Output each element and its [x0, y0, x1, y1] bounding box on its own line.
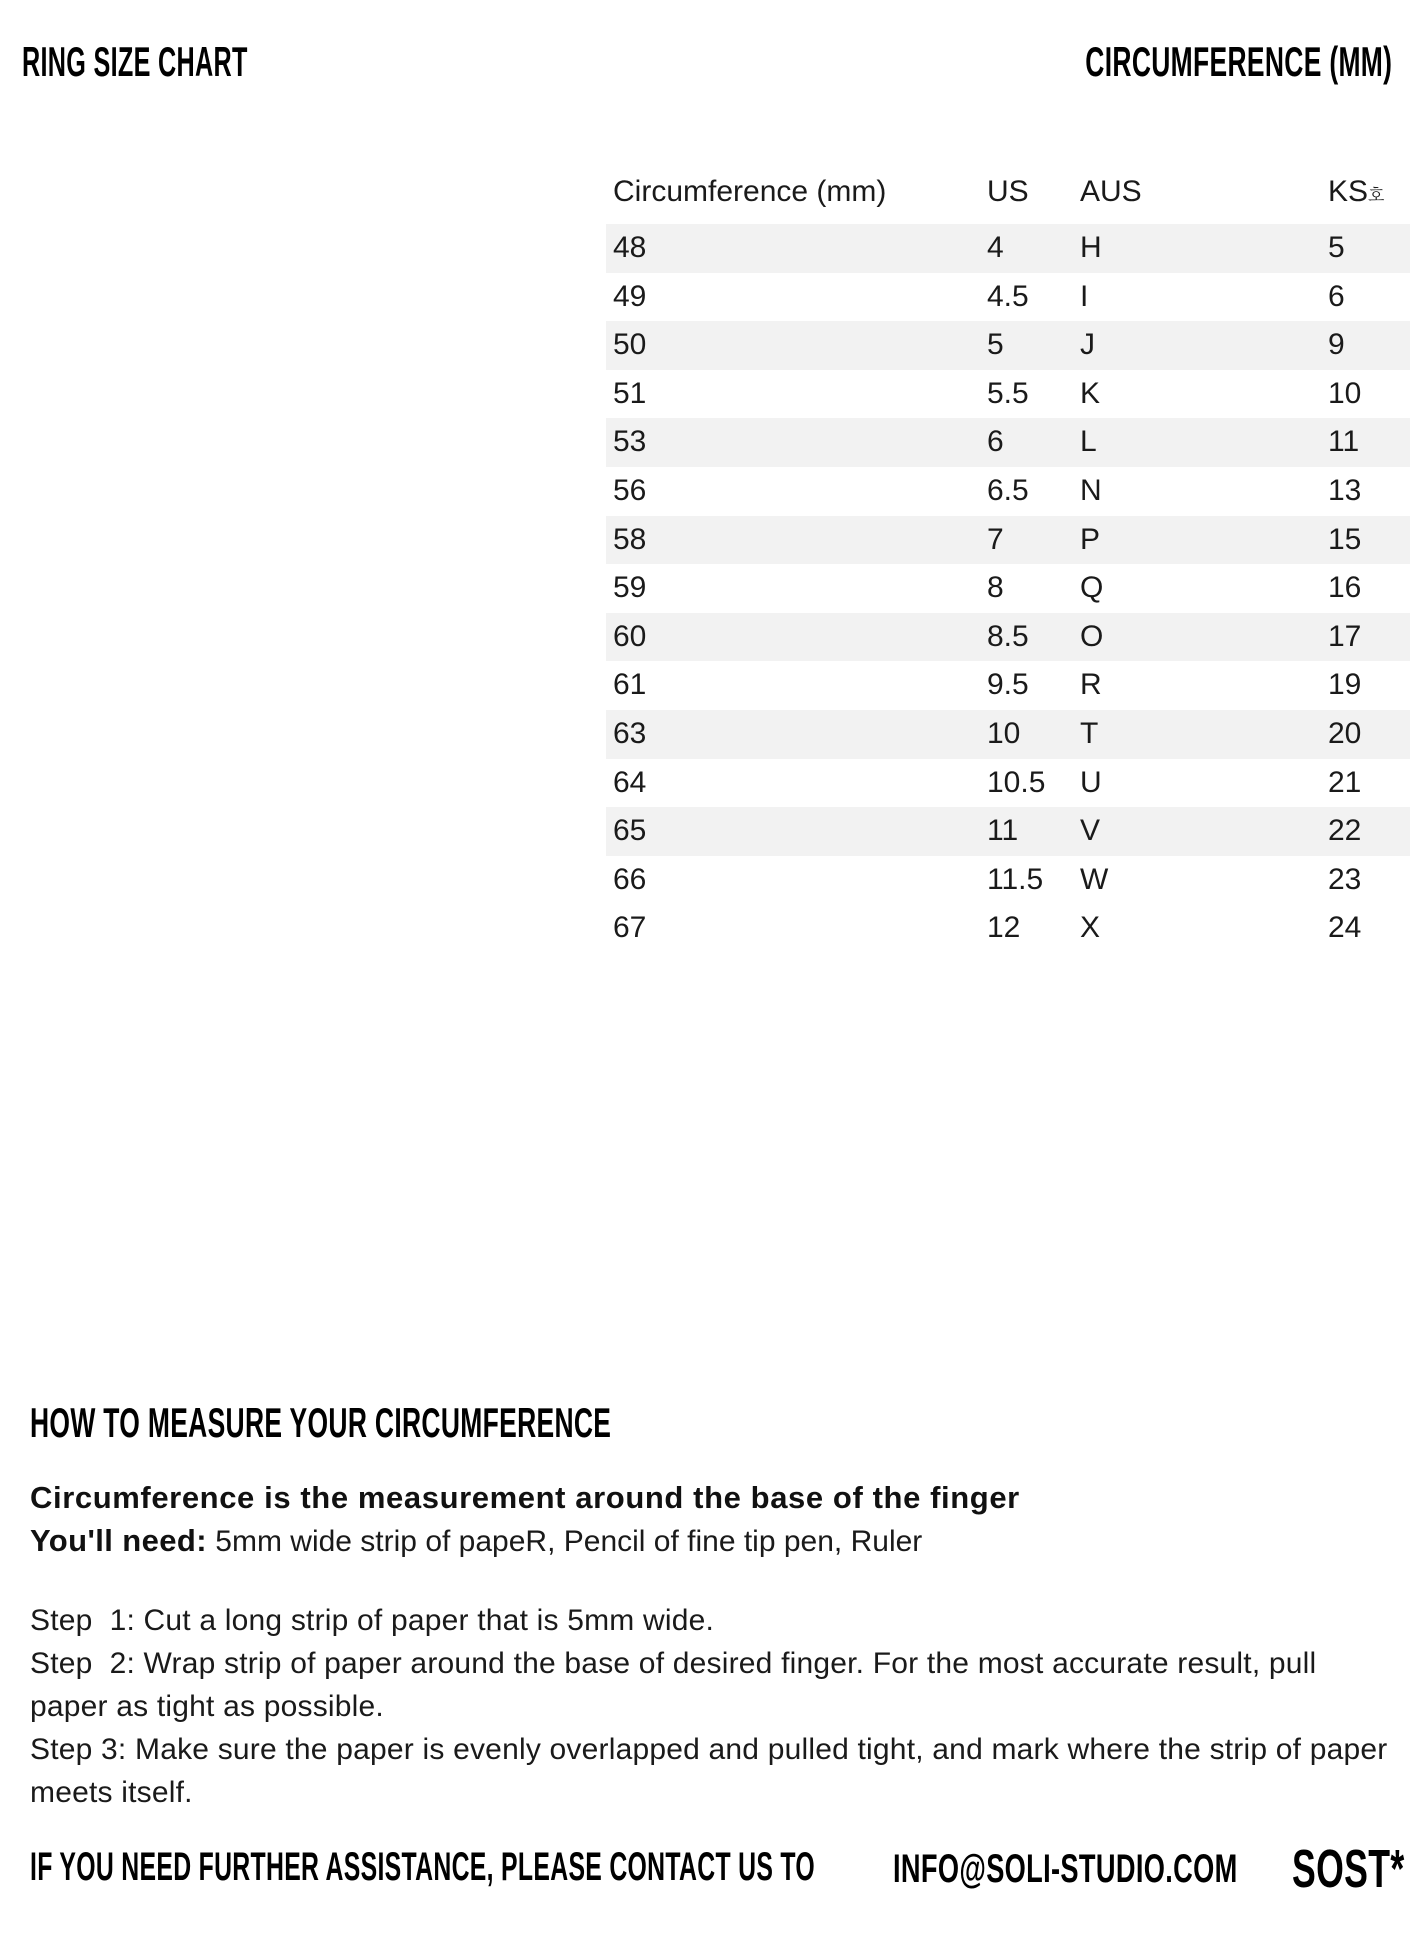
cell-us: 9.5 — [987, 668, 1029, 702]
cell-ks: 22 — [1328, 814, 1362, 848]
cell-circumference: 53 — [613, 425, 647, 459]
cell-aus: U — [1080, 765, 1102, 799]
page-title: RING SIZE CHART — [22, 38, 248, 85]
cell-us: 11.5 — [987, 862, 1044, 896]
how-to-measure-section — [30, 1399, 1397, 1814]
cell-circumference: 49 — [613, 279, 647, 313]
cell-ks: 19 — [1328, 668, 1362, 702]
cell-us: 8 — [987, 571, 1004, 605]
table-row — [606, 418, 1410, 467]
table-row — [606, 273, 1410, 322]
cell-us: 5 — [987, 328, 1004, 362]
cell-ks: 13 — [1328, 473, 1362, 507]
cell-aus: P — [1080, 522, 1101, 556]
cell-circumference: 64 — [613, 765, 647, 799]
column-header-aus: AUS — [1080, 175, 1142, 208]
materials-needed-line — [30, 1519, 1392, 1563]
brand-logo: SOST* — [1292, 1839, 1405, 1899]
step-2: Step 2: Wrap strip of paper around the base of desired finger. For the most accurate result, pull paper as tight as possible. — [30, 1647, 1325, 1723]
cell-ks: 24 — [1328, 911, 1362, 945]
cell-circumference: 50 — [613, 328, 647, 362]
cell-ks: 16 — [1328, 571, 1362, 605]
cell-us: 6.5 — [987, 473, 1029, 507]
cell-circumference: 65 — [613, 814, 647, 848]
cell-circumference: 66 — [613, 862, 647, 896]
footer — [0, 1839, 1426, 1899]
materials-needed-label: You'll need: — [30, 1523, 207, 1558]
cell-us: 4 — [987, 231, 1004, 264]
cell-aus: Q — [1080, 571, 1104, 605]
cell-circumference: 51 — [613, 376, 647, 410]
ks-hangul-subscript: 호 — [1368, 186, 1385, 205]
table-row — [606, 710, 1410, 759]
cell-aus: K — [1080, 376, 1101, 410]
cell-circumference: 61 — [613, 668, 647, 702]
table-row — [606, 516, 1410, 565]
cell-us: 10 — [987, 716, 1021, 750]
cell-ks: 6 — [1328, 279, 1345, 313]
how-to-heading: HOW TO MEASURE YOUR CIRCUMFERENCE — [30, 1399, 612, 1446]
assistance-text: IF YOU NEED FURTHER ASSISTANCE, PLEASE CONTACT US TO — [30, 1845, 815, 1889]
table-row — [606, 856, 1410, 905]
cell-aus: O — [1080, 619, 1104, 653]
cell-us: 6 — [987, 425, 1004, 459]
cell-us: 7 — [987, 522, 1004, 556]
cell-aus: J — [1080, 328, 1095, 362]
cell-aus: X — [1080, 911, 1101, 945]
cell-circumference: 56 — [613, 473, 647, 507]
ks-label: KS — [1328, 175, 1369, 208]
cell-circumference: 59 — [613, 571, 647, 605]
cell-us: 5.5 — [987, 376, 1029, 410]
column-header-ks — [1328, 170, 1384, 218]
cell-us: 12 — [987, 911, 1021, 945]
ring-size-table — [606, 170, 1410, 953]
cell-us: 10.5 — [987, 765, 1046, 799]
step-3: Step 3: Make sure the paper is evenly overlapped and pulled tight, and mark where the strip of paper meets itself. — [30, 1733, 1397, 1809]
table-row — [606, 807, 1410, 856]
cell-aus: H — [1080, 231, 1102, 264]
table-row — [606, 661, 1410, 710]
column-header-us: US — [987, 175, 1029, 208]
circumference-unit-title: CIRCUMFERENCE (MM) — [1085, 38, 1392, 85]
steps-list — [30, 1599, 1397, 1814]
cell-ks: 11 — [1328, 425, 1360, 459]
cell-aus: T — [1080, 716, 1099, 750]
cell-ks: 21 — [1328, 765, 1362, 799]
cell-us: 4.5 — [987, 279, 1029, 313]
materials-needed-text: 5mm wide strip of papeR, Pencil of fine tip pen, Ruler — [206, 1525, 923, 1558]
cell-circumference: 63 — [613, 716, 647, 750]
cell-aus: L — [1080, 425, 1097, 459]
circumference-definition-text: Circumference is the measurement around the base of the finger — [30, 1480, 1020, 1515]
cell-aus: W — [1080, 862, 1109, 896]
cell-ks: 15 — [1328, 522, 1362, 556]
cell-aus: I — [1080, 279, 1089, 313]
table-header-row — [606, 170, 1410, 224]
cell-aus: V — [1080, 814, 1101, 848]
contact-email-link[interactable]: INFO@SOLI-STUDIO.COM — [893, 1847, 1238, 1891]
cell-ks: 9 — [1328, 328, 1345, 362]
table-body — [606, 224, 1410, 953]
column-header-circumference: Circumference (mm) — [613, 175, 887, 208]
table-row — [606, 467, 1410, 516]
step-1: Step 1: Cut a long strip of paper that is 5mm wide. — [30, 1604, 715, 1637]
cell-ks: 20 — [1328, 716, 1362, 750]
cell-ks: 23 — [1328, 862, 1362, 896]
table-row — [606, 224, 1410, 273]
cell-circumference: 58 — [613, 522, 647, 556]
cell-aus: R — [1080, 668, 1102, 702]
table-row — [606, 759, 1410, 808]
table-row — [606, 564, 1410, 613]
cell-circumference: 67 — [613, 911, 647, 945]
cell-us: 11 — [987, 814, 1019, 848]
cell-ks: 17 — [1328, 619, 1362, 653]
table-row — [606, 613, 1410, 662]
table-row — [606, 904, 1410, 953]
cell-ks: 5 — [1328, 231, 1345, 264]
cell-circumference: 48 — [613, 231, 647, 264]
cell-ks: 10 — [1328, 376, 1362, 410]
table-row — [606, 370, 1410, 419]
table-row — [606, 321, 1410, 370]
cell-us: 8.5 — [987, 619, 1029, 653]
cell-circumference: 60 — [613, 619, 647, 653]
cell-aus: N — [1080, 473, 1102, 507]
